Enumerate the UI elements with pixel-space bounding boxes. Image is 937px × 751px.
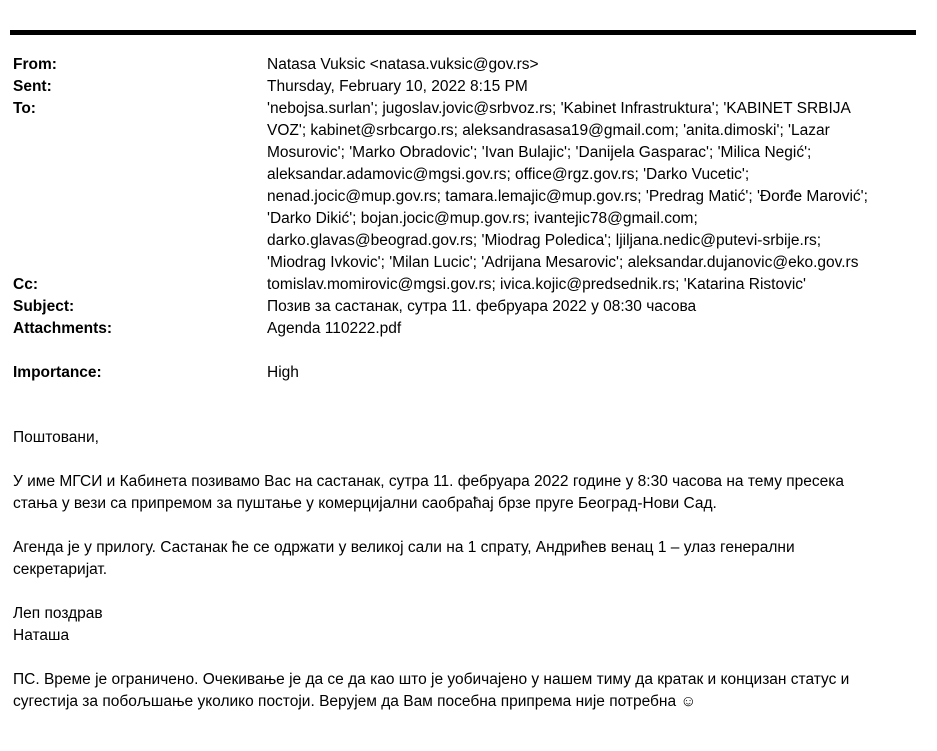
importance-row <box>13 362 913 384</box>
paragraph-line: стања у вези са припремом за пуштање у комерцијални саобраћај брзе пруге Београд-Нови Сад. <box>13 495 717 512</box>
to-line: VOZ'; kabinet@srbcargo.rs; aleksandrasasa19@gmail.com; 'anita.dimoski'; 'Lazar <box>267 122 830 139</box>
header-divider <box>10 30 916 35</box>
to-row <box>13 98 913 274</box>
paragraph-line: секретаријат. <box>13 561 108 578</box>
cc-value[interactable]: tomislav.momirovic@mgsi.gov.rs; ivica.kojic@predsednik.rs; 'Katarina Ristovic' <box>267 276 806 293</box>
sign-off <box>13 603 918 647</box>
cc-label: Cc: <box>13 276 38 293</box>
email-header <box>13 54 913 384</box>
subject-value: Позив за састанак, сутра 11. фебруара 2022 у 08:30 часова <box>267 298 697 315</box>
greeting: Поштовани, <box>13 429 99 446</box>
paragraph-line: сугестија за побољшање уколико постоји. Верујем да Вам посебна припрема није потребна ☺ <box>13 693 697 710</box>
email-body <box>13 427 918 713</box>
to-line: nenad.jocic@mup.gov.rs; tamara.lemajic@mup.gov.rs; 'Predrag Matić'; 'Đorđe Marović'; <box>267 188 868 205</box>
spacer <box>13 340 913 362</box>
from-row <box>13 54 913 76</box>
to-line: darko.glavas@beograd.gov.rs; 'Miodrag Poledica'; ljiljana.nedic@putevi-srbije.rs; <box>267 232 822 249</box>
to-recipients[interactable] <box>267 98 913 274</box>
postscript <box>13 669 918 713</box>
subject-row <box>13 296 913 318</box>
paragraph-line: ПС. Време је ограничено. Очекивање је да се да као што је уобичајено у нашем тиму да кратак и концизан статус и <box>13 671 850 688</box>
paragraph-agenda <box>13 537 918 581</box>
to-line: aleksandar.adamovic@mgsi.gov.rs; office@rgz.gov.rs; 'Darko Vucetic'; <box>267 166 750 183</box>
sent-label: Sent: <box>13 78 52 95</box>
closing: Леп поздрав <box>13 605 103 622</box>
cc-row <box>13 274 913 296</box>
to-line: Mosurovic'; 'Marko Obradovic'; 'Ivan Bulajic'; 'Danijela Gasparac'; 'Milica Negić'; <box>267 144 812 161</box>
importance-label: Importance: <box>13 364 102 381</box>
attachment-file[interactable]: Agenda 110222.pdf <box>267 320 402 337</box>
sent-row <box>13 76 913 98</box>
to-label: To: <box>13 100 36 117</box>
paragraph-line: У име МГСИ и Кабинета позивамо Вас на састанак, сутра 11. фебруара 2022 године у 8:30 часова на тему пресека <box>13 473 845 490</box>
from-value[interactable]: Natasa Vuksic <natasa.vuksic@gov.rs> <box>267 56 539 73</box>
subject-label: Subject: <box>13 298 75 315</box>
attachments-label: Attachments: <box>13 320 113 337</box>
to-line: 'nebojsa.surlan'; jugoslav.jovic@srbvoz.rs; 'Kabinet Infrastruktura'; 'KABINET SRBIJA <box>267 100 851 117</box>
signature: Наташа <box>13 627 70 644</box>
paragraph-line: Агенда је у прилогу. Састанак ће се одржати у великој сали на 1 спрату, Андрићев венац 1 – улаз генерални <box>13 539 795 556</box>
paragraph-invitation <box>13 471 918 515</box>
to-line: 'Darko Dikić'; bojan.jocic@mup.gov.rs; ivantejic78@gmail.com; <box>267 210 698 227</box>
attachments-row <box>13 318 913 340</box>
to-line: 'Miodrag Ivkovic'; 'Milan Lucic'; 'Adrijana Mesarovic'; aleksandar.dujanovic@eko.gov.rs <box>267 254 859 271</box>
sent-value: Thursday, February 10, 2022 8:15 PM <box>267 78 528 95</box>
from-label: From: <box>13 56 57 73</box>
importance-value: High <box>267 364 299 381</box>
